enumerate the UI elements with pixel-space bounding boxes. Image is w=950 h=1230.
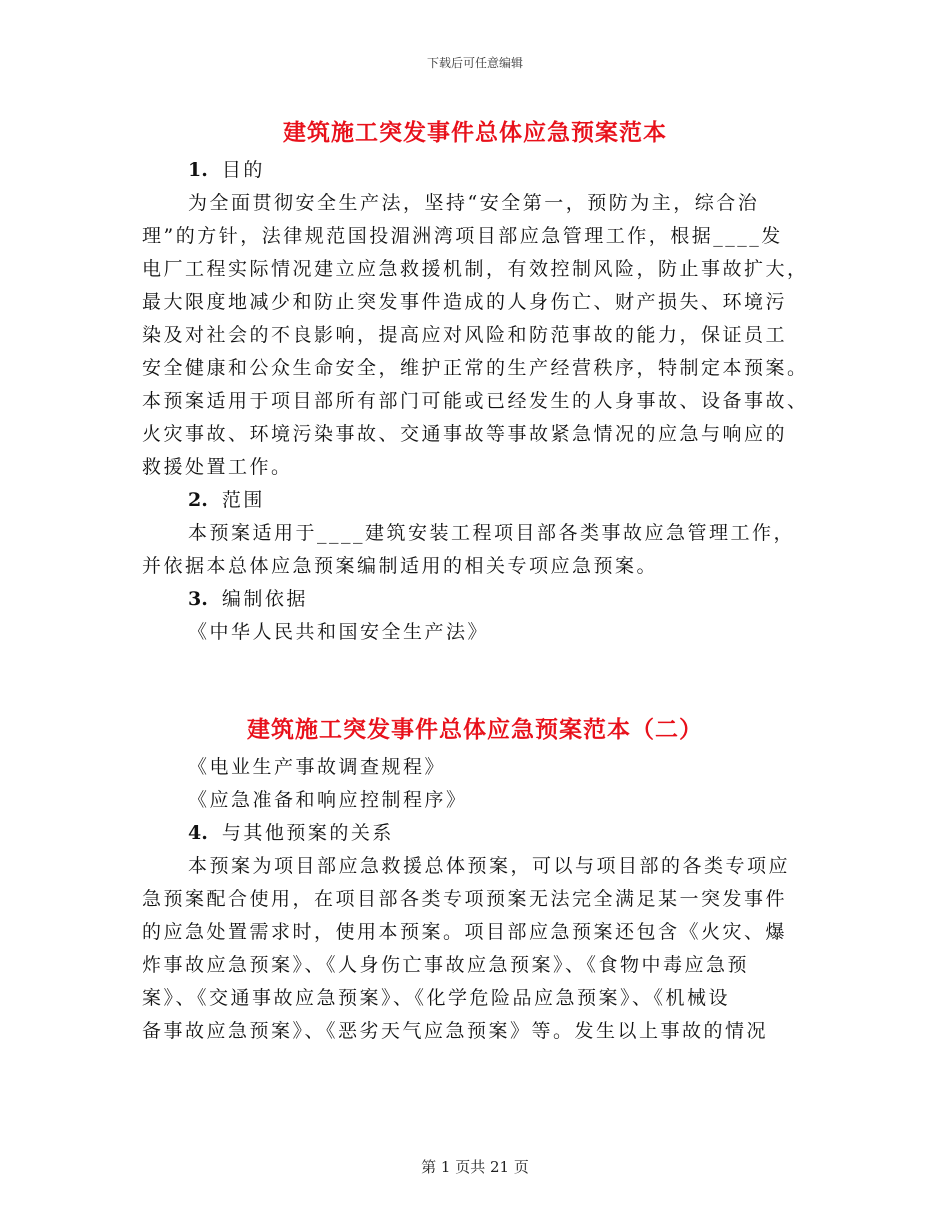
section-1-heading bbox=[142, 154, 822, 187]
paragraph-line: 理”的方针，法律规范国投湄洲湾项目部应急管理工作，根据____发 bbox=[142, 225, 783, 247]
section-3-number: 3. bbox=[188, 588, 208, 610]
paragraph-line: 备事故应急预案》、《恶劣天气应急预案》等。发生以上事故的情况 bbox=[142, 1020, 769, 1042]
paragraph-line: 急预案配合使用，在项目部各类专项预案无法完全满足某一突发事件 bbox=[142, 888, 788, 910]
section-1-label: 目的 bbox=[221, 159, 265, 181]
reference-item: 《电业生产事故调查规程》 bbox=[188, 756, 447, 778]
paragraph-line: 本预案适用于项目部所有部门可能或已经发生的人身事故、设备事故、 bbox=[142, 390, 809, 412]
section-2-heading bbox=[142, 484, 822, 517]
paragraph-line: 的应急处置需求时，使用本预案。项目部应急预案还包含《火灾、爆 bbox=[142, 921, 788, 943]
section-3-label: 编制依据 bbox=[221, 588, 308, 610]
paragraph-line: 最大限度地减少和防止突发事件造成的人身伤亡、财产损失、环境污 bbox=[142, 291, 788, 313]
paragraph-line: 案》、《交通事故应急预案》、《化学危险品应急预案》、《机械设 bbox=[142, 987, 731, 1009]
paragraph-line: 为全面贯彻安全生产法，坚持“安全第一，预防为主，综合治 bbox=[188, 192, 760, 214]
section-3-heading bbox=[142, 583, 822, 616]
paragraph-line: 本预案为项目部应急救援总体预案，可以与项目部的各类专项应 bbox=[188, 855, 791, 877]
paragraph-line: 炸事故应急预案》、《人身伤亡事故应急预案》、《食物中毒应急预 bbox=[142, 954, 750, 976]
paragraph-line: 安全健康和公众生命安全，维护正常的生产经营秩序，特制定本预案。 bbox=[142, 357, 809, 379]
section-3-continued bbox=[142, 751, 822, 1048]
paragraph-line: 并依据本总体应急预案编制适用的相关专项应急预案。 bbox=[142, 555, 659, 577]
section-1 bbox=[142, 154, 822, 649]
section-1-number: 1. bbox=[188, 159, 208, 181]
page-header: 下载后可任意编辑 bbox=[426, 56, 523, 70]
reference-item: 《应急准备和响应控制程序》 bbox=[188, 789, 468, 811]
paragraph-line: 火灾事故、环境污染事故、交通事故等事故紧急情况的应急与响应的 bbox=[142, 423, 788, 445]
document-title: 建筑施工突发事件总体应急预案范本 bbox=[283, 119, 667, 146]
document-title-2: 建筑施工突发事件总体应急预案范本（二） bbox=[247, 716, 703, 743]
paragraph-line: 救援处置工作。 bbox=[142, 456, 293, 478]
section-4-number: 4. bbox=[188, 822, 208, 844]
section-4-label: 与其他预案的关系 bbox=[221, 822, 394, 844]
section-4-heading bbox=[142, 817, 822, 850]
paragraph-line: 电厂工程实际情况建立应急救援机制，有效控制风险，防止事故扩大， bbox=[142, 258, 809, 280]
section-2-label: 范围 bbox=[221, 489, 265, 511]
reference-item: 《中华人民共和国安全生产法》 bbox=[188, 621, 490, 643]
section-2-number: 2. bbox=[188, 489, 208, 511]
paragraph-line: 染及对社会的不良影响，提高应对风险和防范事故的能力，保证员工 bbox=[142, 324, 788, 346]
paragraph-line: 本预案适用于____建筑安装工程项目部各类事故应急管理工作， bbox=[188, 522, 796, 544]
page-footer: 第 1 页共 21 页 bbox=[421, 1158, 529, 1176]
